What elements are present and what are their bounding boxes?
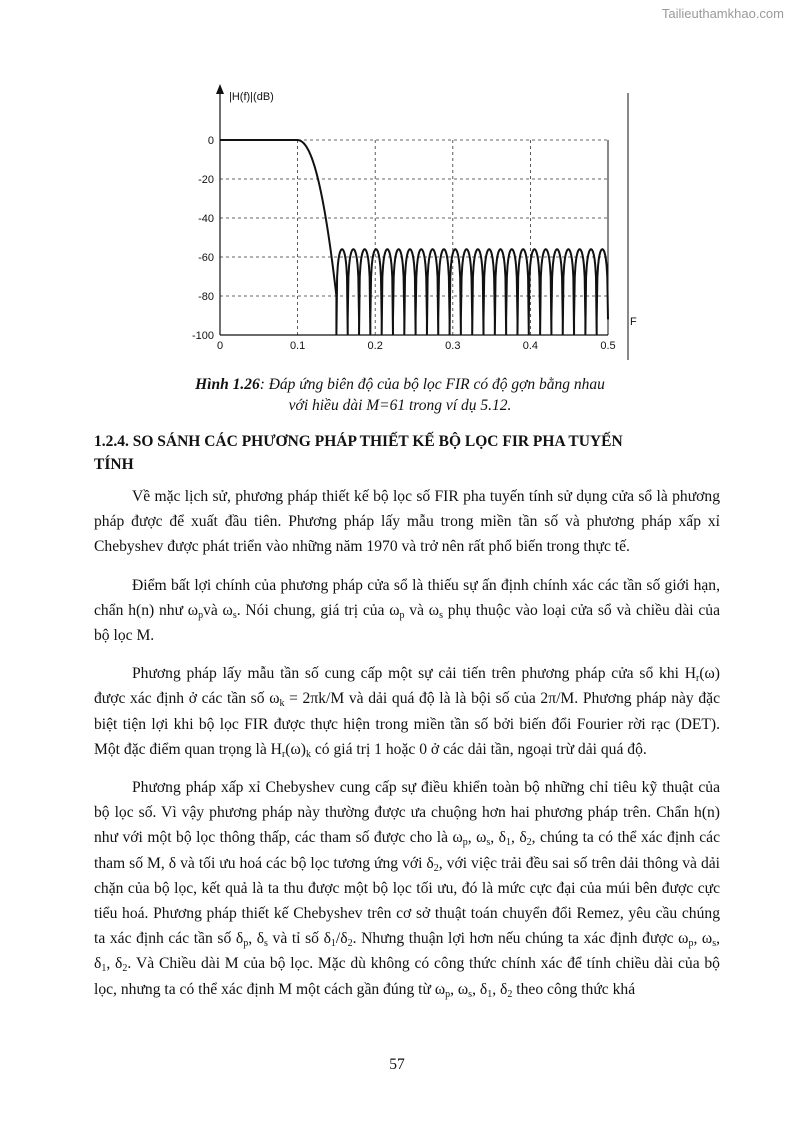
y-tick-label: 0 — [207, 135, 214, 147]
page-number: 57 — [389, 1056, 405, 1073]
y-tick-label: -20 — [198, 174, 214, 186]
x-tick-label: 0.5 — [600, 340, 616, 352]
body-text — [94, 484, 720, 1015]
paragraph-4: Phương pháp xấp xỉ Chebyshev cung cấp sự điều khiển toàn bộ những chỉ tiêu kỹ thuật của bộ lọc số. Vì vậy phương pháp này thường được ưa chuộng hơn hai phương pháp trên. Chẩn h(n) như với một bộ lọc thông thấp, các tham số được cho là $\omega_p$, $\omega_s$, $\delta_1$, $\delta_2$, chúng ta có thể xác định các tham số M, δ và tối ưu hoá các bộ lọc tương ứng với $\delta_2$, với việc trải đều sai số trên dải thông và dải chặn của bộ lọc, kết quả là ta thu được một bộ lọc tối ưu, đó là mức cực đại của múi bên được cực tiểu hoá. Phương pháp thiết kế Chebyshev trên cơ sở thuật toán chuyển đổi Remez, yêu cầu chúng ta xác định các tần số $\delta_p$, $\delta_s$ và tỉ số $\delta_1/\delta_2$. Nhưng thuận lợi hơn nếu chúng ta xác định được $\omega_p$, $\omega_s$, $\delta_1$, $\delta_2$. Và Chiều dài M của bộ lọc. Mặc dù không có công thức chính xác để tính chiều dài của bộ lọc, nhưng ta có thể xác định M một cách gần đúng từ $\omega_p$, $\omega_s$, $\delta_1$, $\delta_2$ theo công thức khá — [94, 779, 721, 1000]
y-axis-label: |H(f)|(dB) — [229, 91, 274, 103]
caption-line-2: với hiều dài M=61 trong ví dụ 5.12. — [288, 397, 512, 414]
paragraph-3: Phương pháp lấy mẫu tần số cung cấp một sự cải tiến trên phương pháp cửa sổ khi $H_r(\omega)$ được xác định ở các tần số $\omega_k = 2\pi k/M$ và dải quá độ là là bội số của 2π/M. Phương pháp này đặc biệt tiện lợi khi bộ lọc FIR được thực hiện trong miền tần số bởi biến đổi Fourier rời rạc (DET). Một đặc điểm quan trọng là $H_r(\omega)_k$ có giá trị 1 hoặc 0 ở các dải tần, ngoại trừ dải quá độ. — [94, 665, 720, 760]
y-axis-arrow — [216, 84, 224, 94]
x-tick-label: 0.1 — [289, 340, 306, 352]
x-tick-label: 0.3 — [445, 340, 461, 352]
x-tick-label: 0 — [216, 340, 224, 352]
frequency-response-chart — [180, 78, 660, 363]
chart-grid — [220, 140, 608, 335]
x-axis-label: F — [630, 316, 637, 328]
chart-axes — [216, 84, 628, 360]
y-tick-label: -60 — [198, 252, 214, 264]
caption-line-1: : Đáp ứng biên độ của bộ lọc FIR có độ gợn bằng nhau — [259, 376, 605, 393]
figure-label: Hình 1.26 — [195, 376, 260, 393]
watermark: Tailieuthamkhao.com — [661, 6, 784, 21]
y-tick-label: -100 — [191, 330, 214, 342]
section-heading: 1.2.4. SO SÁNH CÁC PHƯƠNG PHÁP THIẾT KẾ BỘ LỌC FIR PHA TUYẾN TÍNH — [94, 433, 623, 473]
x-tick-label: 0.2 — [367, 340, 383, 352]
paragraph-1: Về mặc lịch sử, phương pháp thiết kế bộ lọc số FIR pha tuyến tính sử dụng cửa sổ là phương pháp được để xuất đầu tiên. Phương pháp lấy mẫu trong miền tần số và phương pháp xấp xỉ Chebyshev được phát triển vào những năm 1970 và trở nên rất phổ biến trong thực tế. — [94, 488, 720, 556]
y-tick-label: -40 — [198, 213, 214, 225]
y-tick-label: -80 — [198, 291, 214, 303]
magnitude-response-line — [220, 140, 608, 335]
figure-caption — [100, 374, 700, 416]
x-tick-label: 0.4 — [522, 340, 539, 352]
paragraph-2: Điểm bất lợi chính của phương pháp cửa sổ là thiếu sự ấn định chính xác các tần số giới hạn, chẩn h(n) như $\omega_pvà$ $\omega_s$. Nói chung, giá trị của $\omega_p$ và $\omega_s$ phụ thuộc vào loại cửa sổ và chiều dài của bộ lọc M. — [94, 576, 721, 645]
